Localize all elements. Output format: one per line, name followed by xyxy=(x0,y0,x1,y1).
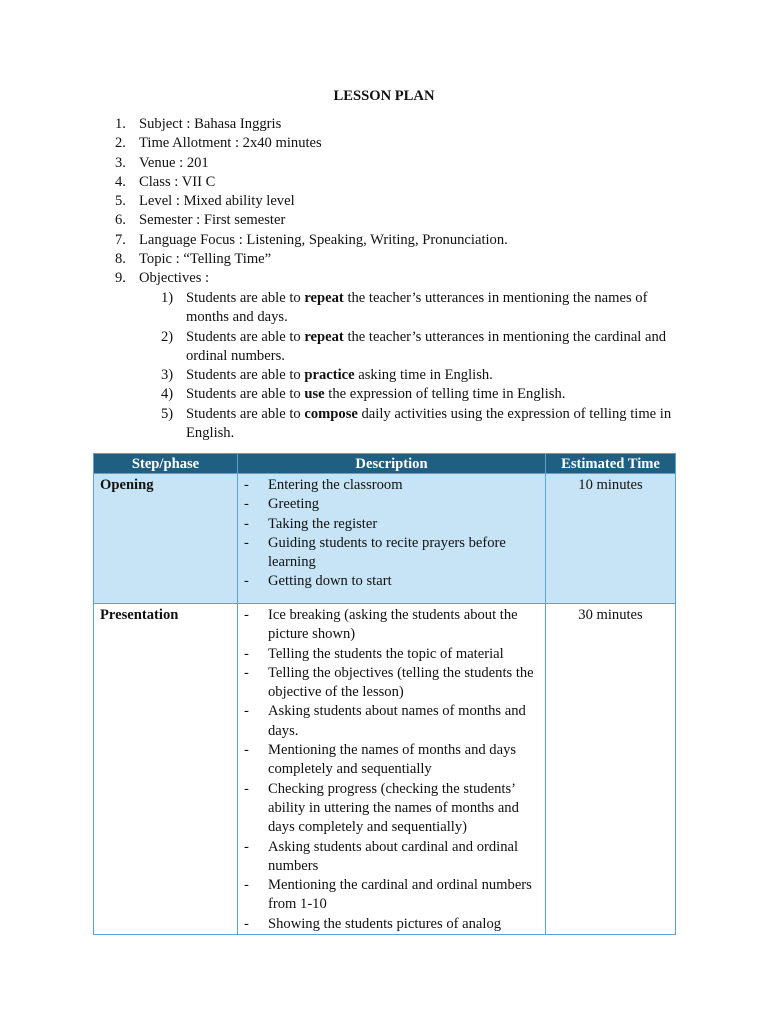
objective-item xyxy=(157,289,677,328)
description-item: - Asking students about names of months and days. xyxy=(244,703,526,739)
description-cell xyxy=(238,474,546,604)
description-item-text: Getting down to start xyxy=(268,573,392,590)
description-item: - Entering the classroom xyxy=(244,477,403,493)
header-step-phase: Step/phase xyxy=(94,454,238,474)
objective-number: 5) xyxy=(161,405,174,422)
description-item-text: Ice breaking (asking the students about the picture shown) xyxy=(268,607,518,643)
info-list xyxy=(110,115,690,289)
objective-item xyxy=(157,405,677,444)
table-row-presentation xyxy=(94,604,676,935)
description-item-text: Entering the classroom xyxy=(268,477,403,493)
description-item: - Showing the students pictures of analog xyxy=(244,915,502,932)
info-item-text: Class : VII C xyxy=(139,173,216,190)
info-item-text: Language Focus : Listening, Speaking, Writing, Pronunciation. xyxy=(139,231,508,248)
objective-verb: practice xyxy=(304,367,355,384)
info-item-venue xyxy=(110,154,690,173)
info-item-text: Venue : 201 xyxy=(139,154,209,171)
info-item-objectives xyxy=(110,269,690,288)
description-item-text: Guiding students to recite prayers before learning xyxy=(268,534,506,571)
objective-verb: repeat xyxy=(304,290,344,306)
description-item-text: Mentioning the names of months and days completely and sequentially xyxy=(268,742,517,778)
info-item-number: 2. xyxy=(115,135,126,152)
info-item-text: Subject : Bahasa Inggris xyxy=(139,116,282,132)
info-item-semester xyxy=(110,211,690,230)
info-item-number: 8. xyxy=(115,251,126,268)
description-item-text: Greeting xyxy=(268,496,320,513)
objective-verb: repeat xyxy=(304,328,344,345)
description-item: - Telling the objectives (telling the students the objective of the lesson) xyxy=(244,664,534,701)
description-item: - Checking progress (checking the students’ ability in uttering the names of months and days completely and sequentially) xyxy=(244,780,519,836)
description-list xyxy=(238,606,545,934)
objective-verb: use xyxy=(304,386,325,403)
step-phase-cell: Presentation xyxy=(94,604,238,935)
objective-number: 3) xyxy=(161,367,174,384)
description-item-text: Mentioning the cardinal and ordinal numbers from 1-10 xyxy=(268,877,532,913)
description-item-text: Asking students about names of months and days. xyxy=(268,703,526,739)
objective-text-pre: Students are able to xyxy=(186,290,305,306)
objective-text-pre: Students are able to xyxy=(186,405,305,422)
lesson-plan-table xyxy=(93,453,676,935)
description-item: - Telling the students the topic of material xyxy=(244,645,504,662)
info-item-number: 9. xyxy=(115,270,126,287)
objective-text-post: the teacher’s utterances in mentioning the cardinal and ordinal numbers. xyxy=(186,328,667,364)
objective-text-pre: Students are able to xyxy=(186,386,305,403)
objectives-list xyxy=(157,289,677,443)
objective-verb: compose xyxy=(304,405,358,422)
description-item-text: Telling the objectives (telling the students the objective of the lesson) xyxy=(268,664,534,701)
header-estimated-time: Estimated Time xyxy=(546,454,676,474)
info-item-text: Objectives : xyxy=(139,270,210,287)
header-description: Description xyxy=(238,454,546,474)
description-item: - Guiding students to recite prayers before learning xyxy=(244,534,506,571)
description-item-text: Telling the students the topic of material xyxy=(268,645,504,662)
info-item-number: 1. xyxy=(115,116,126,132)
info-item-number: 6. xyxy=(115,212,126,229)
info-item-topic xyxy=(110,250,690,269)
table-header-row xyxy=(94,454,676,474)
objective-number: 1) xyxy=(161,290,174,306)
info-item-number: 5. xyxy=(115,193,126,210)
objective-text-pre: Students are able to xyxy=(186,328,305,345)
objective-item xyxy=(157,366,677,385)
objective-text-post: asking time in English. xyxy=(354,367,493,384)
info-item-time-allotment xyxy=(110,134,690,153)
objective-number: 2) xyxy=(161,328,174,345)
objective-number: 4) xyxy=(161,386,174,403)
description-list xyxy=(238,476,545,592)
objective-text-post: the teacher’s utterances in mentioning the names of months and days. xyxy=(186,290,648,326)
description-item: - Greeting xyxy=(244,496,320,513)
info-item-subject xyxy=(110,115,690,134)
description-item: - Mentioning the names of months and days completely and sequentially xyxy=(244,742,517,778)
description-cell xyxy=(238,604,546,935)
objective-item xyxy=(157,385,677,404)
estimated-time-cell: 30 minutes xyxy=(546,604,676,935)
info-item-language-focus xyxy=(110,231,690,250)
description-item: - Taking the register xyxy=(244,515,378,532)
description-item-text: Taking the register xyxy=(268,515,378,532)
step-phase-cell: Opening xyxy=(94,474,238,604)
document-title: LESSON PLAN xyxy=(333,88,435,104)
objective-item xyxy=(157,328,677,367)
description-item: - Asking students about cardinal and ordinal numbers xyxy=(244,838,519,874)
objective-text-post: the expression of telling time in English. xyxy=(324,386,566,403)
info-item-level xyxy=(110,192,690,211)
estimated-time-cell: 10 minutes xyxy=(546,474,676,604)
objective-text-pre: Students are able to xyxy=(186,367,305,384)
description-item: - Ice breaking (asking the students about the picture shown) xyxy=(244,607,518,643)
description-item-text: Checking progress (checking the students’ ability in uttering the names of months and days completely and sequentially) xyxy=(268,780,519,836)
description-item-text: Asking students about cardinal and ordinal numbers xyxy=(268,838,519,874)
description-item-text: Showing the students pictures of analog xyxy=(268,915,502,932)
info-item-class xyxy=(110,173,690,192)
info-item-text: Semester : First semester xyxy=(139,212,286,229)
info-item-text: Time Allotment : 2x40 minutes xyxy=(139,135,322,152)
info-item-text: Level : Mixed ability level xyxy=(139,193,295,210)
info-item-text: Topic : “Telling Time” xyxy=(139,251,272,268)
objective-text-post: daily activities using the expression of telling time in English. xyxy=(186,405,672,442)
info-item-number: 4. xyxy=(115,173,126,190)
info-item-number: 7. xyxy=(115,231,126,248)
table-row-opening xyxy=(94,474,676,604)
description-item: - Mentioning the cardinal and ordinal numbers from 1-10 xyxy=(244,877,532,913)
description-item: - Getting down to start xyxy=(244,573,392,590)
info-item-number: 3. xyxy=(115,154,126,171)
